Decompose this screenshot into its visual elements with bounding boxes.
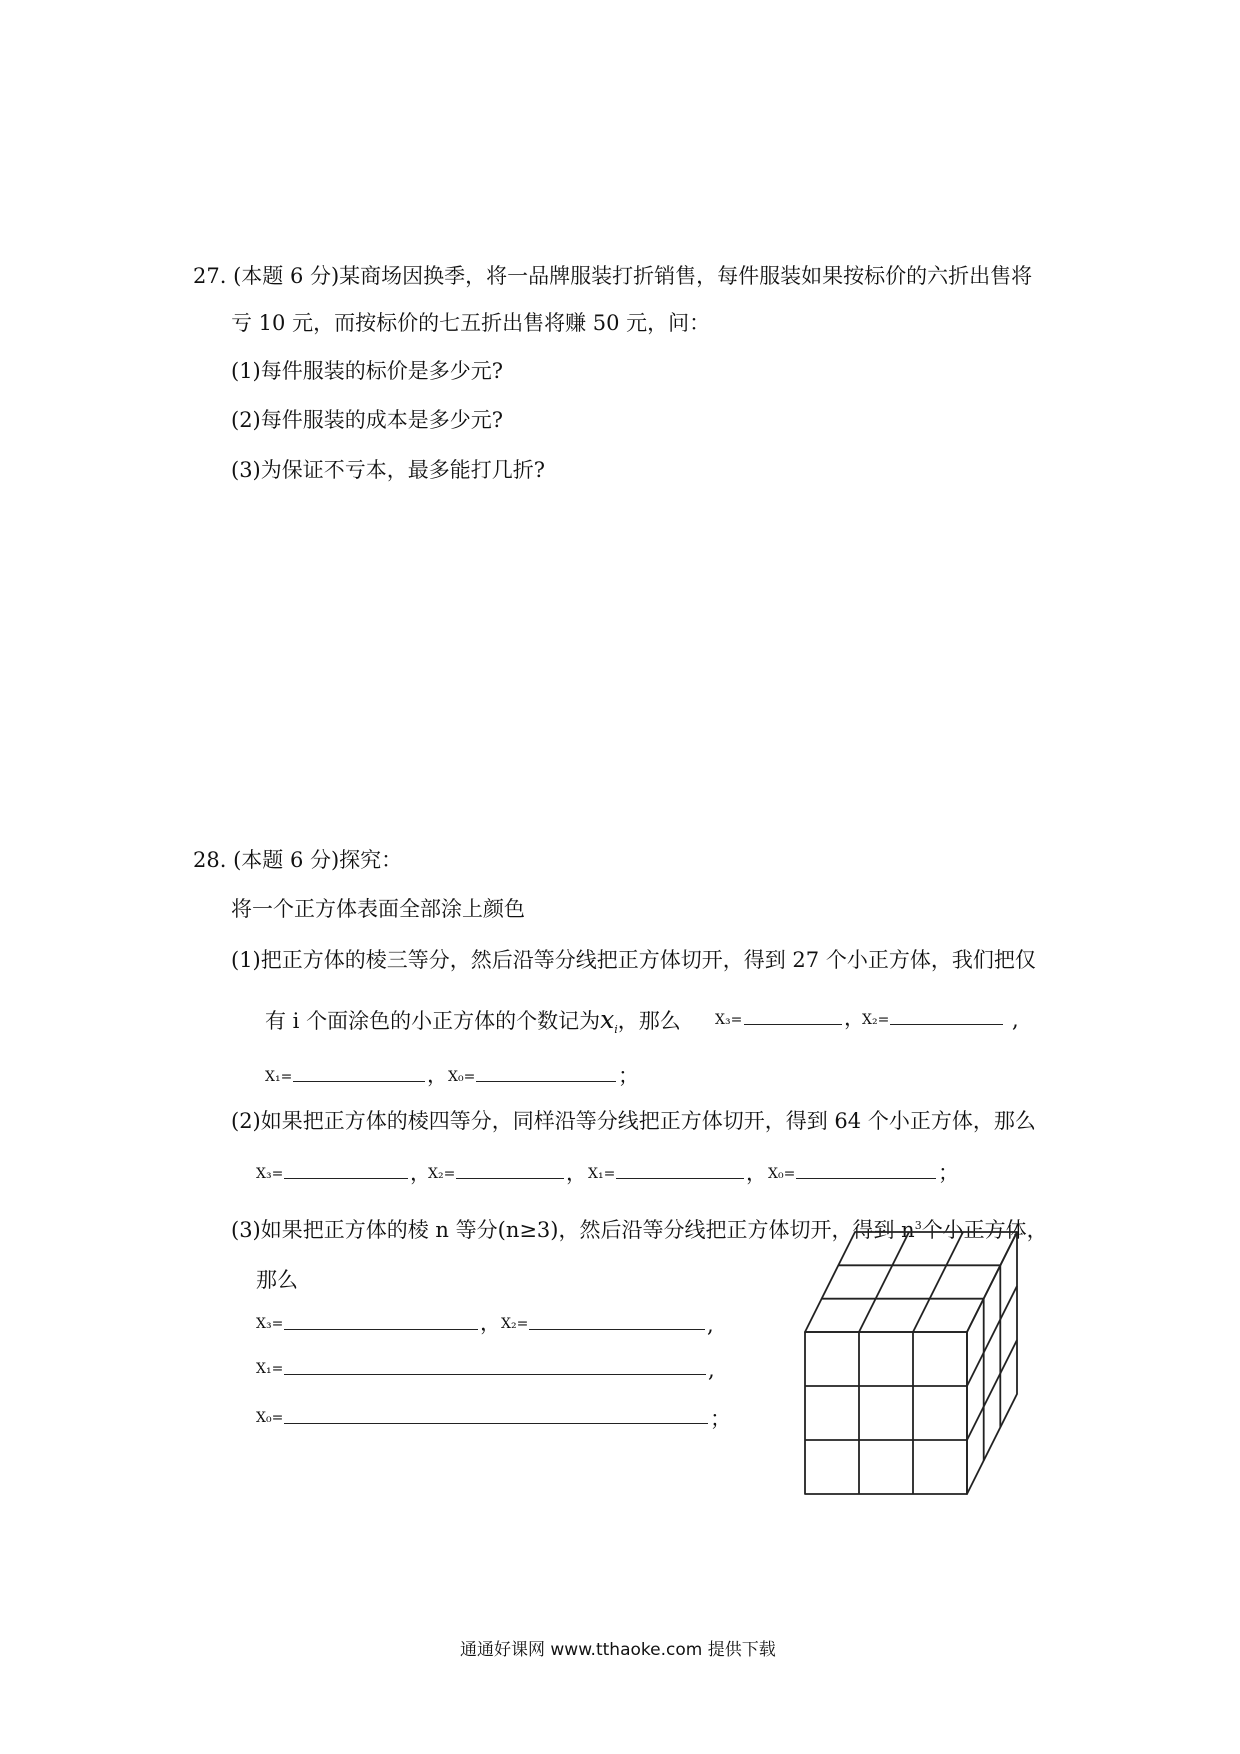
footer-text: 通通好课网 www.tthaoke.com 提供下载 (460, 1640, 776, 1660)
xi-symbol: x (600, 1005, 615, 1034)
cube-diagram (795, 1227, 1055, 1517)
p2-comma1: ， (410, 1161, 431, 1185)
q28-part2-line1: (2)如果把正方体的棱四等分，同样沿等分线把正方体切开，得到 64 个小正方体，那么 (231, 1109, 1036, 1133)
cube-right-face (967, 1232, 1017, 1494)
p3-x3-blank[interactable] (284, 1329, 478, 1330)
q28-part3-line1-post: 个小正方体， (921, 1218, 1048, 1242)
cube-top-face (805, 1232, 1017, 1332)
xi-subscript: i (614, 1023, 618, 1037)
p2-x1-blank[interactable] (616, 1178, 744, 1179)
q27-line2: 亏 10 元，而按标价的七五折出售将赚 50 元，问： (231, 311, 711, 335)
p1-x0-blank[interactable] (476, 1081, 616, 1082)
q28-part1-line2-post: ，那么 (617, 1009, 681, 1033)
p2-x3-blank[interactable] (284, 1178, 408, 1179)
p3-comma3: , (708, 1358, 715, 1382)
p2-x2-label: X₂= (428, 1166, 456, 1182)
q28-heading: 28. (本题 6 分)探究： (193, 848, 403, 872)
p3-comma1: ， (480, 1311, 501, 1335)
right-grid-d (967, 1340, 1017, 1440)
p3-x3-label: X₃= (256, 1316, 284, 1332)
q27-sub3: (3)为保证不亏本，最多能打几折? (231, 458, 546, 482)
p1-x3-blank[interactable] (744, 1024, 842, 1025)
p1-x0-label: X₀= (448, 1069, 476, 1085)
p1-x2-blank[interactable] (890, 1024, 1003, 1025)
q28-part1-line1: (1)把正方体的棱三等分，然后沿等分线把正方体切开，得到 27 个小正方体，我们把仅 (231, 948, 1036, 972)
p2-semicolon: ； (938, 1161, 959, 1185)
p2-comma2: ， (566, 1161, 587, 1185)
p3-comma2: , (707, 1313, 714, 1337)
n-cubed-exponent: 3 (914, 1219, 922, 1232)
p1-x1-blank[interactable] (293, 1081, 425, 1082)
cube-front-face (805, 1332, 967, 1494)
p1-x1-label: X₁= (265, 1069, 293, 1085)
p2-x0-label: X₀= (768, 1166, 796, 1182)
p2-x0-blank[interactable] (796, 1178, 936, 1179)
q28-intro: 将一个正方体表面全部涂上颜色 (231, 897, 525, 921)
q28-part1-line2-pre: 有 i 个面涂色的小正方体的个数记为 (265, 1009, 601, 1033)
p3-x2-label: X₂= (501, 1316, 529, 1332)
p1-semicolon: ； (618, 1064, 639, 1088)
top-grid-b (913, 1232, 963, 1332)
p3-x1-blank[interactable] (284, 1374, 706, 1375)
p2-x1-label: X₁= (588, 1166, 616, 1182)
p2-x2-blank[interactable] (456, 1178, 564, 1179)
p3-x1-label: X₁= (256, 1361, 284, 1377)
top-grid-a (859, 1232, 909, 1332)
q27-sub2: (2)每件服装的成本是多少元? (231, 408, 504, 432)
p1-comma3: ， (427, 1063, 448, 1087)
p3-x0-blank[interactable] (284, 1423, 708, 1424)
p1-comma1: ， (844, 1006, 865, 1030)
p1-x3-label: X₃= (715, 1012, 743, 1028)
right-grid-c (967, 1286, 1017, 1386)
q28-part3-line2: 那么 (256, 1268, 298, 1292)
q28-part1-line2 (265, 1007, 681, 1035)
p2-x3-label: X₃= (256, 1166, 284, 1182)
q28-part3-line1-pre: (3)如果把正方体的棱 n 等分(n≥3)，然后沿等分线把正方体切开，得到 n (231, 1218, 915, 1242)
p3-x2-blank[interactable] (529, 1329, 705, 1330)
p1-comma2: , (1012, 1008, 1019, 1032)
p3-x0-label: X₀= (256, 1410, 284, 1426)
p3-semicolon: ； (710, 1407, 731, 1431)
p2-comma3: ， (746, 1161, 767, 1185)
q27-line1: 27. (本题 6 分)某商场因换季，将一品牌服装打折销售，每件服装如果按标价的六折出售将 (193, 264, 1033, 288)
q27-sub1: (1)每件服装的标价是多少元? (231, 359, 504, 383)
p1-x2-label: X₂= (862, 1012, 890, 1028)
